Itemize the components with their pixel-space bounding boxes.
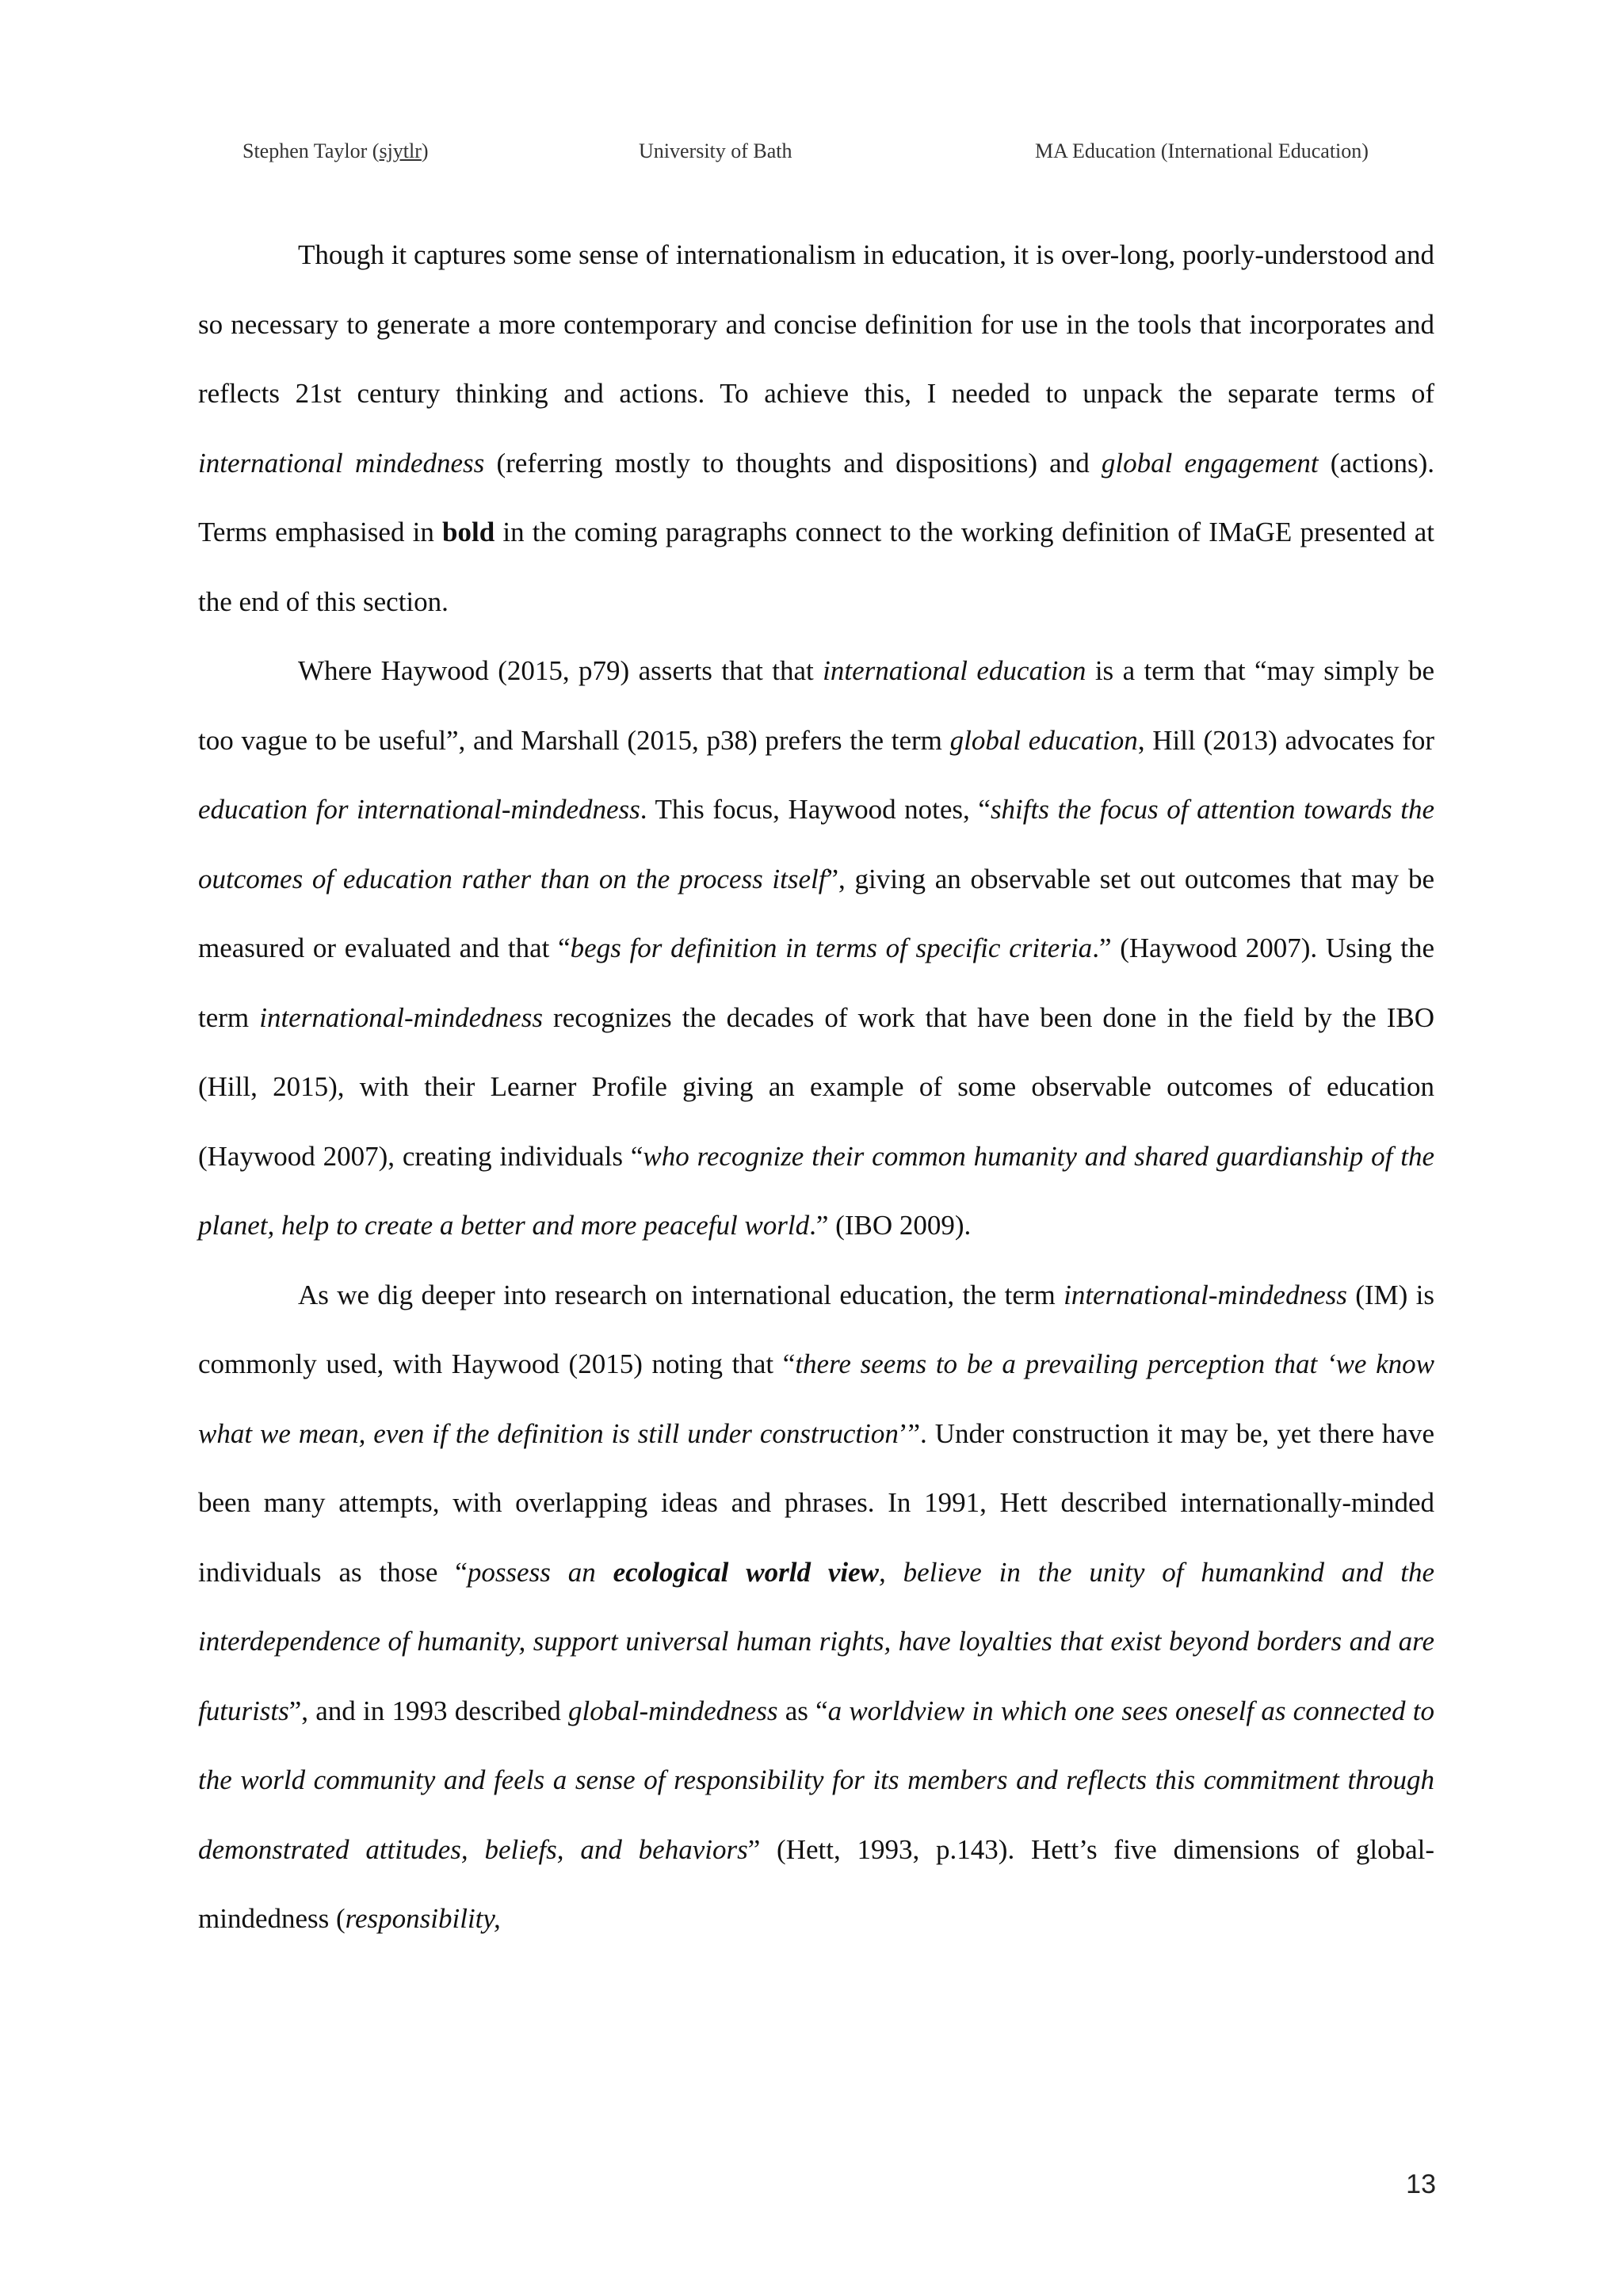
text-run: Where Haywood (2015, p79) asserts that that	[298, 655, 823, 686]
text-run: . This focus, Haywood notes, “	[640, 794, 991, 825]
text-run: , believe in the unity of humankind and the interdependence of humanity, support universal human rights, have loyalties that exist beyond borders and are futurists	[198, 1556, 1435, 1726]
text-run: responsibility,	[345, 1903, 501, 1934]
body-text	[198, 220, 1434, 1954]
text-run: a worldview in which one sees oneself as connected to the world community and feels a sense of responsibility for its members and reflects this commitment through demonstrated attitudes, beliefs, and behaviors	[198, 1695, 1434, 1865]
text-run: recognizes the decades of work that have been done in the field by the IBO (Hill, 2015), with their Learner Profile giving an example of some observable outcomes of education (Haywood 2007), creating individuals “	[198, 1001, 1435, 1172]
header-author	[242, 139, 429, 163]
text-run: ’”. Under construction it may be, yet there have been many attempts, with overlapping ideas and phrases. In 1991, Hett described internationally-minded individuals as those “	[198, 1417, 1434, 1588]
text-run: Though it captures some sense of internationalism in education, it is over-long, poorly-understood and so necessary to generate a more contemporary and concise definition for use in the tools that incorporates and reflects 21st century thinking and actions. To achieve this, I needed to unpack the separate terms of	[198, 239, 1434, 409]
text-run: international mindedness	[198, 447, 485, 479]
text-run: education for international-mindedness	[198, 794, 640, 825]
text-run: (actions). Terms emphasised in	[198, 447, 1434, 547]
text-run: global-mindedness	[568, 1695, 778, 1726]
text-run: ” (Hett, 1993, p.143). Hett’s five dimensions of global-mindedness (	[198, 1833, 1434, 1934]
header-programme: MA Education (International Education)	[1035, 139, 1369, 162]
text-run: , Hill (2013) advocates for	[1137, 724, 1435, 756]
text-run: is a term that “may simply be too vague to be useful”, and Marshall (2015, p38) prefers the term	[198, 655, 1435, 756]
text-run: ”, and in 1993 described	[288, 1695, 569, 1726]
paragraph-1	[198, 220, 1434, 636]
text-run: in the coming paragraphs connect to the working definition of IMaGE presented at the end of this section.	[198, 517, 1434, 617]
header-author-name: Stephen Taylor (	[242, 139, 380, 162]
page-number: 13	[1406, 2169, 1436, 2199]
text-run: bold	[442, 517, 495, 547]
text-run: international education	[823, 655, 1086, 686]
text-run: international-mindedness	[1064, 1279, 1347, 1310]
text-run: .” (Haywood 2007). Using the term	[198, 933, 1435, 1033]
header-author-close: )	[421, 139, 429, 162]
text-run: global engagement	[1101, 447, 1319, 479]
text-run: ”, giving an observable set out outcomes that may be measured or evaluated and that “	[198, 863, 1434, 963]
text-run: there seems to be a prevailing perception that ‘we know what we mean, even if the definition is still under construction	[198, 1348, 1434, 1449]
paragraph-3	[198, 1261, 1434, 1954]
text-run: (referring mostly to thoughts and dispositions) and	[484, 447, 1102, 479]
text-run: as “	[777, 1695, 828, 1726]
text-run: global education	[949, 724, 1138, 756]
header-institution: University of Bath	[639, 139, 792, 162]
text-run: ecological world view	[613, 1556, 880, 1588]
text-run: .” (IBO 2009).	[809, 1210, 972, 1241]
text-run: possess an	[467, 1556, 613, 1588]
text-run: As we dig deeper into research on international education, the term	[298, 1279, 1064, 1310]
text-run: who recognize their common humanity and shared guardianship of the planet, help to create a better and more peaceful world	[198, 1140, 1434, 1241]
text-run: international-mindedness	[259, 1001, 543, 1033]
paragraph-2	[198, 636, 1434, 1261]
text-run: shifts the focus of attention towards the outcomes of education rather than on the process itself	[198, 794, 1434, 894]
text-run: begs for definition in terms of specific criteria	[570, 933, 1093, 963]
text-run: (IM) is commonly used, with Haywood (2015) noting that “	[198, 1279, 1434, 1379]
header-author-username-link[interactable]: sjytlr	[379, 139, 422, 162]
